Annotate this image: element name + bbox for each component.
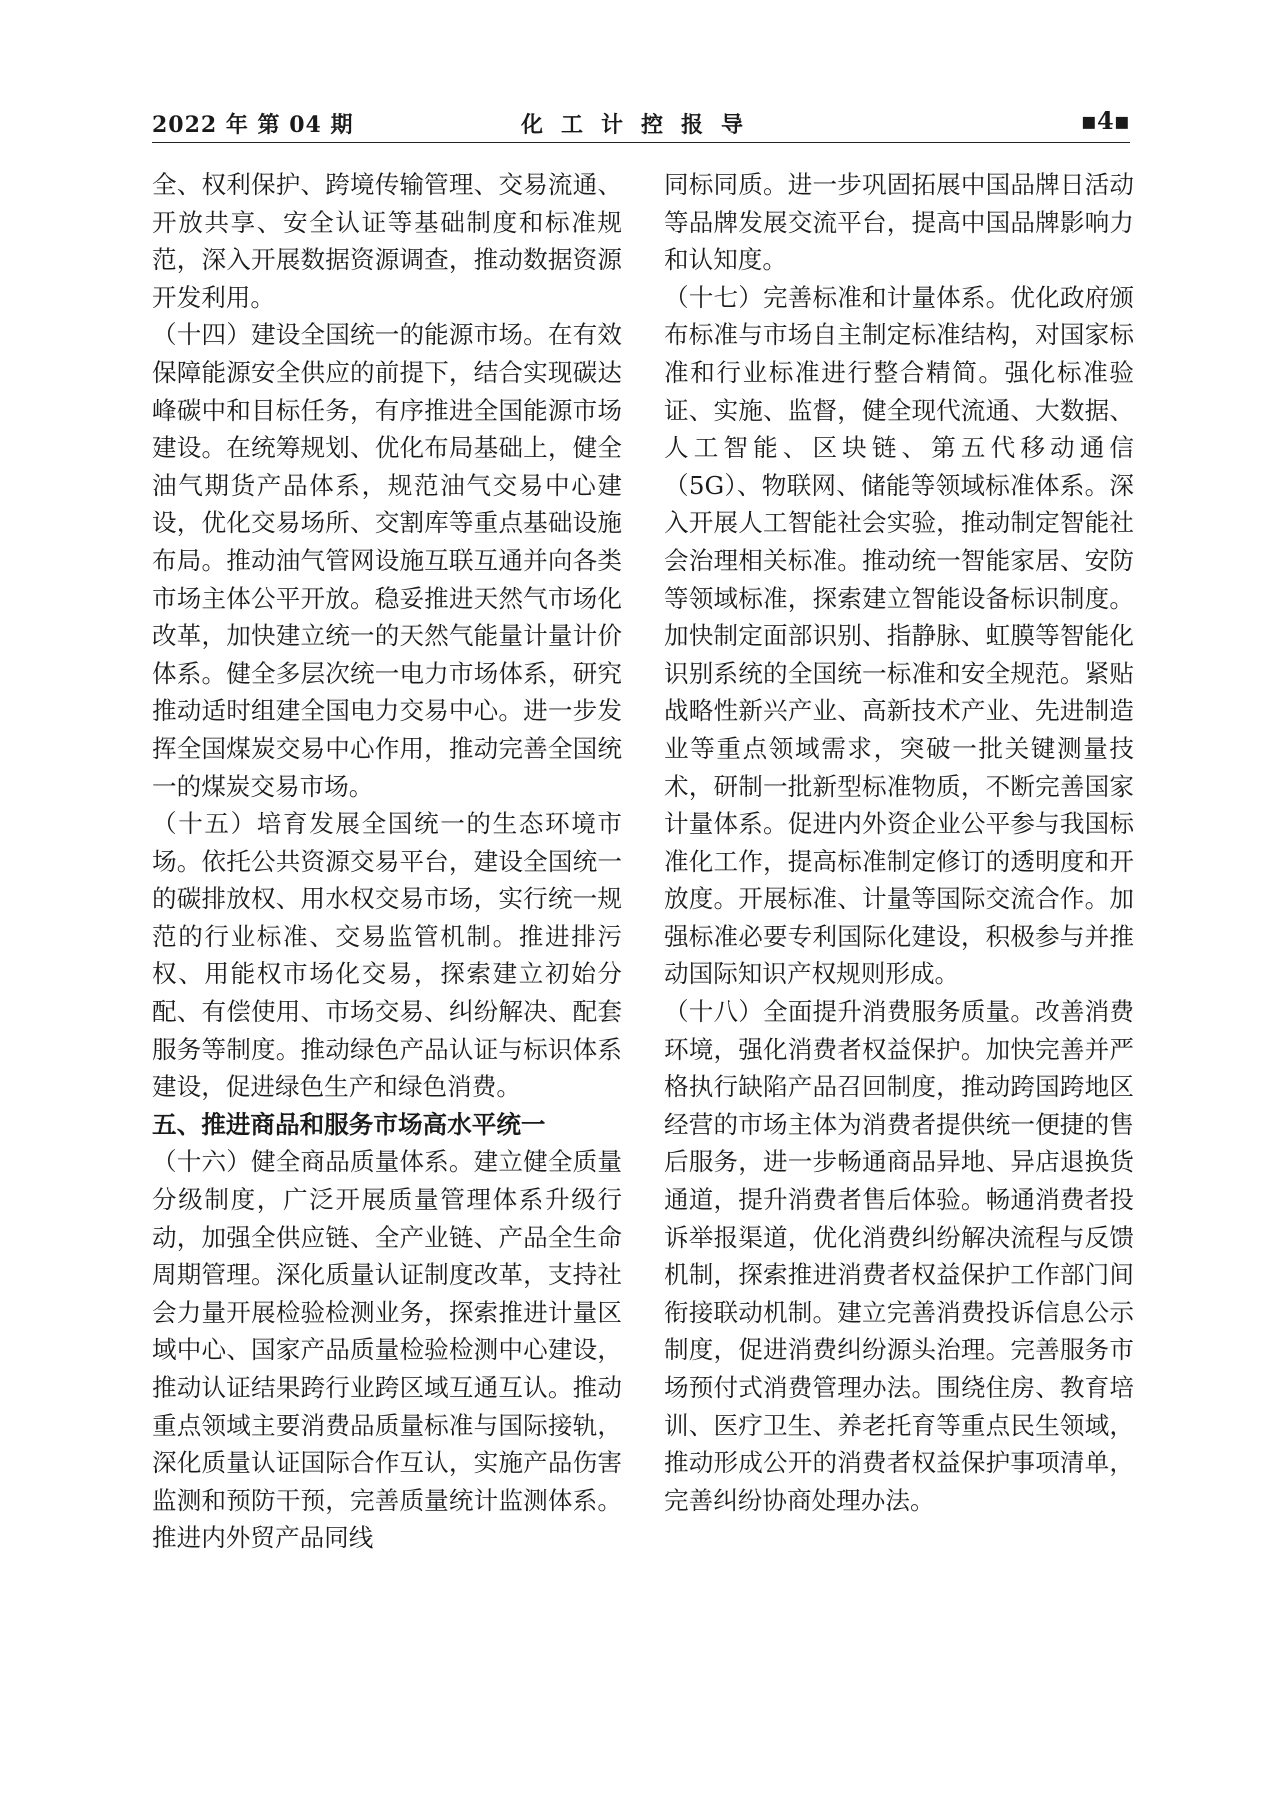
running-header [152,102,1130,143]
paragraph-quality-system: （十六）健全商品质量体系。建立健全质量分级制度，广泛开展质量管理体系升级行动，加强全供应链、全产业链、产品全生命周期管理。深化质量认证制度改革，支持社会力量开展检验检测业务，探索推进计量区域中心、国家产品质量检验检测中心建设，推动认证结果跨行业跨区域互通互认。推动重点领域主要消费品质量标准与国际接轨，深化质量认证国际合作互认，实施产品伤害监测和预防干预，完善质量统计监测体系。推进内外贸产品同线 [152,1147,622,1553]
journal-title: 化工计控报导 [520,112,761,138]
paragraph-energy-market: （十四）建设全国统一的能源市场。在有效保障能源安全供应的前提下，结合实现碳达峰碳中和目标任务，有序推进全国能源市场建设。在统筹规划、优化布局基础上，健全油气期货产品体系，规范油气交易中心建设，优化交易场所、交割库等重点基础设施布局。推动油气管网设施互联互通并向各类市场主体公平开放。稳妥推进天然气市场化改革，加快建立统一的天然气能量计量计价体系。健全多层次统一电力市场体系，研究推动适时组建全国电力交易中心。进一步发挥全国煤炭交易中心作用，推动完善全国统一的煤炭交易市场。 [152,320,622,801]
page-number: ▪4▪ [1080,106,1130,135]
paragraph-data-security: 全、权利保护、跨境传输管理、交易流通、开放共享、安全认证等基础制度和标准规范，深入开展数据资源调查，推动数据资源开发利用。 [152,170,622,312]
paragraph-eco-market: （十五）培育发展全国统一的生态环境市场。依托公共资源交易平台，建设全国统一的碳排放权、用水权交易市场，实行统一规范的行业标准、交易监管机制。推进排污权、用能权市场化交易，探索建立初始分配、有偿使用、市场交易、纠纷解决、配套服务等制度。推动绿色产品认证与标识体系建设，促进绿色生产和绿色消费。 [152,809,622,1102]
left-column [152,166,622,1557]
paragraph-consumer-service: （十八）全面提升消费服务质量。改善消费环境，强化消费者权益保护。加快完善并严格执行缺陷产品召回制度，推动跨国跨地区经营的市场主体为消费者提供统一便捷的售后服务，进一步畅通商品异地、异店退换货通道，提升消费者售后体验。畅通消费者投诉举报渠道，优化消费纠纷解决流程与反馈机制，探索推进消费者权益保护工作部门间衔接联动机制。建立完善消费投诉信息公示制度，促进消费纠纷源头治理。完善服务市场预付式消费管理办法。围绕住房、教育培训、医疗卫生、养老托育等重点民生领域，推动形成公开的消费者权益保护事项清单，完善纠纷协商处理办法。 [664,997,1134,1515]
issue-label: 2022 年 第 04 期 [152,112,354,138]
section-heading: 五、推进商品和服务市场高水平统一 [152,1109,546,1139]
paragraph-brand: 同标同质。进一步巩固拓展中国品牌日活动等品牌发展交流平台，提高中国品牌影响力和认知度。 [664,170,1134,275]
right-column [664,166,1134,1519]
paragraph-standards: （十七）完善标准和计量体系。优化政府颁布标准与市场自主制定标准结构，对国家标准和行业标准进行整合精简。强化标准验证、实施、监督，健全现代流通、大数据、人工智能、区块链、第五代移动通信（5G）、物联网、储能等领域标准体系。深入开展人工智能社会实验，推动制定智能社会治理相关标准。推动统一智能家居、安防等领域标准，探索建立智能设备标识制度。加快制定面部识别、指静脉、虹膜等智能化识别系统的全国统一标准和安全规范。紧贴战略性新兴产业、高新技术产业、先进制造业等重点领域需求，突破一批关键测量技术，研制一批新型标准物质，不断完善国家计量体系。促进内外资企业公平参与我国标准化工作，提高标准制定修订的透明度和开放度。开展标准、计量等国际交流合作。加强标准必要专利国际化建设，积极参与并推动国际知识产权规则形成。 [664,282,1134,989]
